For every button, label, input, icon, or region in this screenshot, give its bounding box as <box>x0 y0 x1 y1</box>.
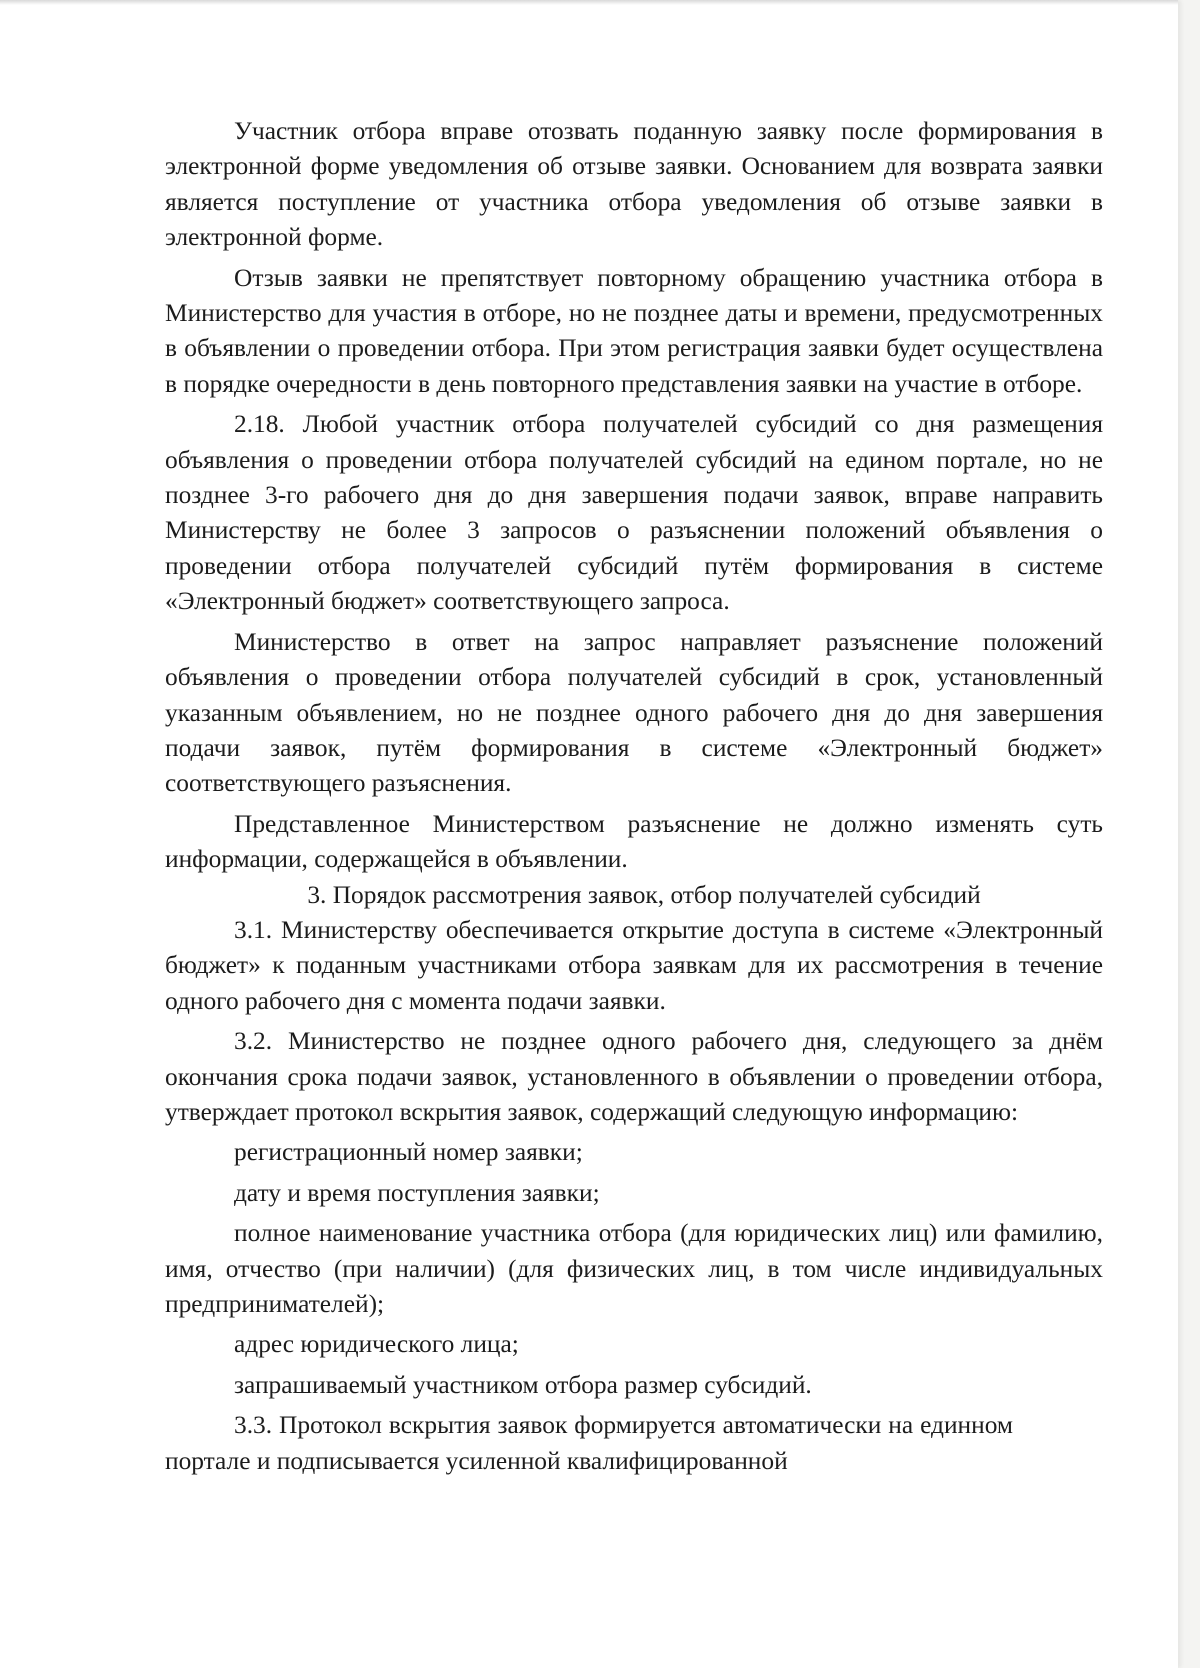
document-body <box>165 114 1103 1479</box>
paragraph-3-1: 3.1. Министерству обеспечивается открытие доступа в системе «Электронный бюджет» к поданным участниками отбора заявкам для их рассмотрения в течение одного рабочего дня с момента подачи заявки. <box>165 915 1103 1015</box>
paragraph-3-2: 3.2. Министерство не позднее одного рабочего дня, следующего за днём окончания срока подачи заявок, установленного в объявлении о проведении отбора, утверждает протокол вскрытия заявок, содержащий следующую информацию: <box>165 1027 1103 1126</box>
paragraph-clarification: Представленное Министерством разъяснение не должно изменять суть информации, содержащейся в объявлении. <box>165 809 1103 874</box>
list-item-full-name: полное наименование участника отбора (для юридических лиц) или фамилию, имя, отчество (при наличии) (для физических лиц, в том числе индивидуальных предпринимателей); <box>165 1219 1103 1318</box>
list-item-registration-number: регистрационный номер заявки; <box>234 1138 583 1167</box>
list-item-subsidy-amount: запрашиваемый участником отбора размер субсидий. <box>234 1370 812 1399</box>
list-item-legal-address: адрес юридического лица; <box>234 1330 519 1359</box>
paragraph-2-18: 2.18. Любой участник отбора получателей субсидий со дня размещения объявления о проведении отбора получателей субсидий на едином портале, но не позднее 3-го рабочего дня до дня завершения подачи заявок, вправе направить Министерству не более 3 запросов о разъяснении положений объявления о проведении отбора получателей субсидий путём формирования в системе «Электронный бюджет» соответствующего запроса. <box>165 410 1103 616</box>
scan-top-edge <box>0 0 1178 5</box>
paragraph-3-3: 3.3. Протокол вскрытия заявок формируется автоматически на единном портале и подписывается усиленной квалифицированной <box>165 1411 1013 1475</box>
paragraph-withdrawal-reapply: Отзыв заявки не препятствует повторному обращению участника отбора в Министерство для участия в отборе, но не позднее даты и времени, предусмотренных в объявлении о проведении отбора. При этом регистрация заявки будет осуществлена в порядке очередности в день повторного представления заявки на участие в отборе. <box>165 263 1103 398</box>
section-heading-3: 3. Порядок рассмотрения заявок, отбор получателей субсидий <box>307 880 981 909</box>
paragraph-withdrawal: Участник отбора вправе отозвать поданную заявку после формирования в электронной форме уведомления об отзыве заявки. Основанием для возврата заявки является поступление от участника отбора уведомления об отзыве заявки в электронной форме. <box>165 117 1103 252</box>
list-item-date-time: дату и время поступления заявки; <box>234 1178 600 1207</box>
paragraph-ministry-response: Министерство в ответ на запрос направляет разъяснение положений объявления о проведении отбора получателей субсидий в срок, установленный указанным объявлением, но не позднее одного рабочего дня до дня завершения подачи заявок, путём формирования в системе «Электронный бюджет» соответствующего разъяснения. <box>165 627 1103 798</box>
